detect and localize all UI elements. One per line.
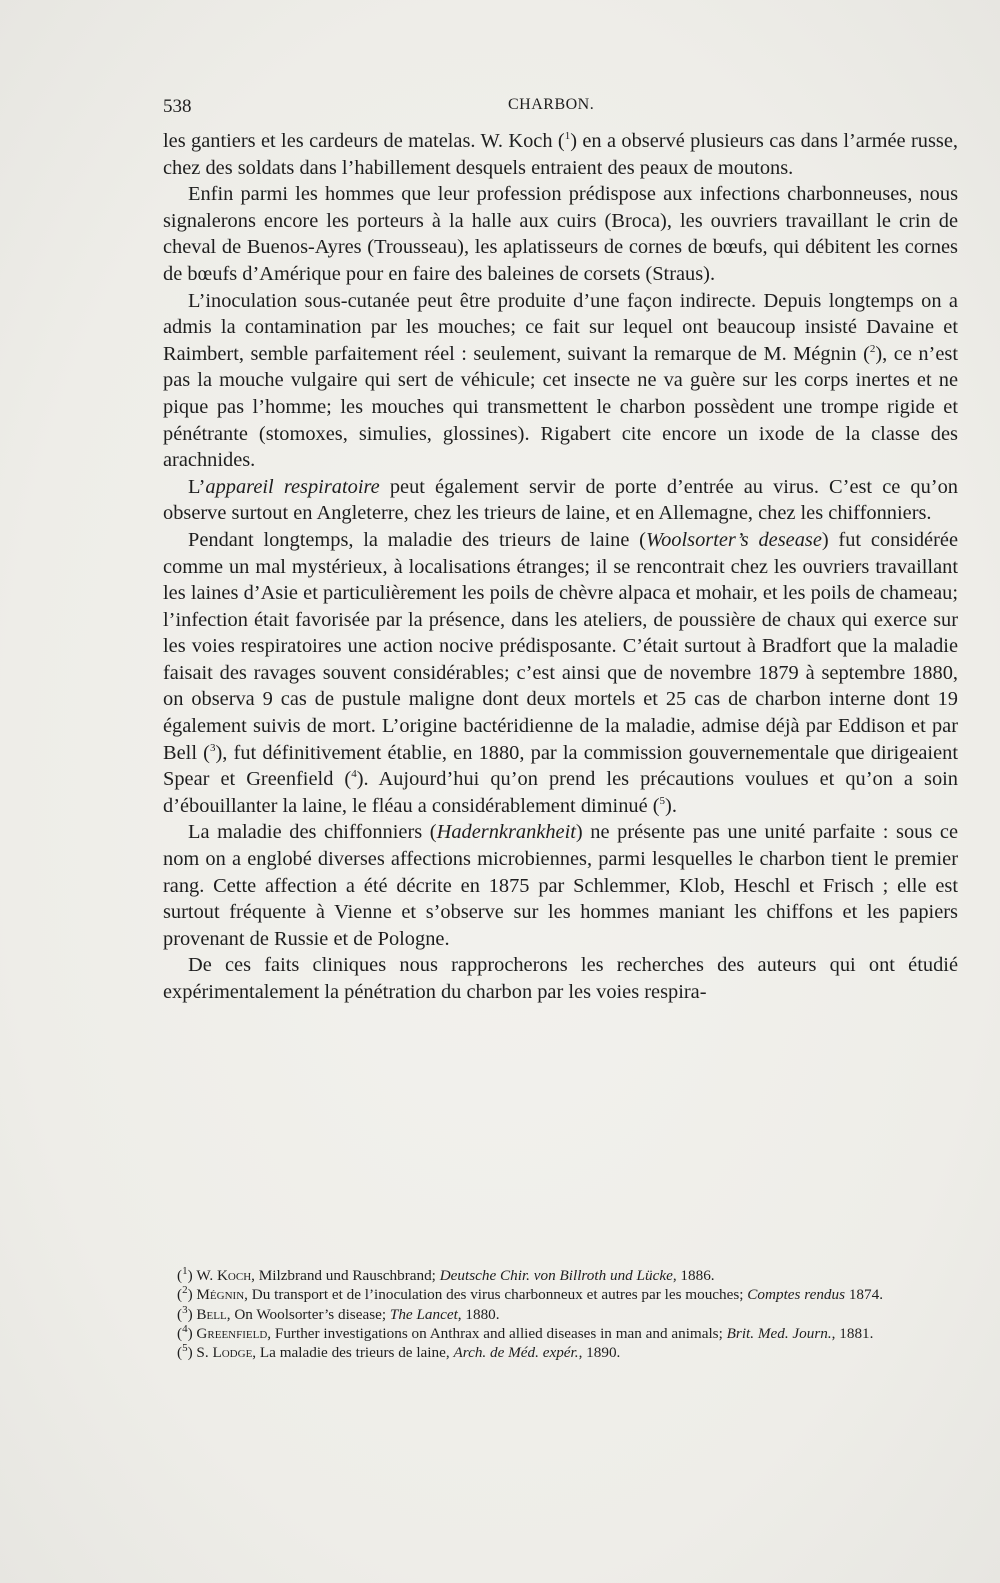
footnote-author: W. Koch	[196, 1267, 252, 1284]
paragraph-6: La maladie des chiffonniers (Hadernkrankheit) ne présente pas une unité parfaite : sous ce nom on a englobé diverses affections microbiennes, parmi lesquelles le charbon tient le premier rang. Cette affection a été décrite en 1875 par Schlemmer, Klob, Heschl et Frisch ; elle est surtout fréquente à Vienne et s’observe sur les hommes maniant les chiffons et les papiers provenant de Russie et de Pologne.	[163, 821, 958, 950]
paragraph-5: Pendant longtemps, la maladie des trieurs de laine (Woolsorter’s desease) fut considérée comme un mal mystérieux, à localisations étranges; il se rencontrait chez les ouvriers travaillant les laines d’Asie et particulièrement les poils de chèvre alpaca et mohair, et les poils de chameau; l’infection était favorisée par la présence, dans les ateliers, de poussière de chaux qui exerce sur les voies respiratoires une action nocive prédisposante. C’était surtout à Bradfort que la maladie faisait des ravages souvent considérables; c’est ainsi que de novembre 1879 à septembre 1880, on observa 9 cas de pustule maligne dont deux mortels et 25 cas de charbon interne dont 19 également suivis de mort. L’origine bactéridienne de la maladie, admise déjà par Eddison et par Bell ($^3$), fut définitivement établie, en 1880, par la commission gouvernementale que dirigeaient Spear et Greenfield ($^4$). Aujourd’hui qu’on prend les précautions voulues et qu’on a soin d’ébouillanter la laine, le fléau a considérablement diminué ($^5$).	[163, 528, 959, 817]
footnote-author: S. Lodge	[196, 1344, 253, 1362]
footnote-ref: 5	[659, 795, 666, 808]
footnote-5: ($^5$) S. Lodge, La maladie des trieurs de laine, Arch. de Méd. expér., 1890.	[177, 1342, 621, 1362]
emphasis: Hadernkrankheit	[436, 821, 576, 844]
footnote-3: ($^3$) Bell, On Woolsorter’s disease; The Lancet, 1880.	[177, 1303, 500, 1323]
paragraph-2: Enfin parmi les hommes que leur profession prédispose aux infections charbonneuses, nous signalerons encore les porteurs à la halle aux cuirs (Broca), les ouvriers travaillant le crin de cheval de Buenos-Ayres (Trousseau), les aplatisseurs de cornes de bœufs, qui débitent les cornes de bœufs d’Amérique pour en faire des baleines de corsets (Straus).	[163, 183, 958, 285]
page-header	[163, 96, 958, 124]
body-text	[163, 128, 958, 1006]
running-title: CHARBON.	[508, 96, 595, 113]
footnotes	[163, 1266, 958, 1362]
emphasis: appareil respiratoire	[205, 475, 380, 498]
page-number: 538	[163, 96, 192, 117]
footnote-author: Mégnin	[196, 1286, 245, 1304]
footnote-1: ($^1$) W. Koch, Milzbrand und Rauschbrand; Deutsche Chir. von Billroth und Lücke, 1886.	[177, 1264, 715, 1284]
paragraph-4: L’appareil respiratoire peut également servir de porte d’entrée au virus. C’est ce qu’on observe surtout en Angleterre, chez les trieurs de laine, et en Allemagne, chez les chiffonniers.	[163, 475, 958, 525]
footnote-4: ($^4$) Greenfield, Further investigations on Anthrax and allied diseases in man and animals; Brit. Med. Journ., 1881.	[177, 1322, 874, 1342]
footnote-ref: 4	[351, 768, 357, 781]
footnote-ref: 3	[209, 741, 216, 754]
footnote-author: Greenfield	[196, 1324, 268, 1342]
footnote-author: Bell	[196, 1305, 227, 1323]
footnote-ref: 2	[869, 342, 876, 355]
paragraph-7: De ces faits cliniques nous rapprocherons les recherches des auteurs qui ont étudié expérimentalement la pénétration du charbon par les voies respira-	[163, 954, 958, 1003]
paragraph-3: L’inoculation sous-cutanée peut être produite d’une façon indirecte. Depuis longtemps on a admis la contamination par les mouches; ce fait sur lequel ont beaucoup insisté Davaine et Raimbert, semble parfaitement réel : seulement, suivant la remarque de M. Mégnin ($^2$), ce n’est pas la mouche vulgaire qui sert de véhicule; cet insecte ne va guère sur les corps inertes et ne pique pas l’homme; les mouches qui transmettent le charbon possèdent une trompe rigide et pénétrante (stomoxes, simulies, glossines). Rigabert cite encore un ixode de la classe des arachnides.	[163, 289, 958, 472]
emphasis: Woolsorter’s desease	[645, 528, 822, 551]
footnote-2: ($^2$) Mégnin, Du transport et de l’inoculation des virus charbonneux et autres par les mouches; Comptes rendus 1874.	[177, 1284, 883, 1304]
footnote-ref: 1	[564, 130, 571, 143]
paragraph-1: les gantiers et les cardeurs de matelas. W. Koch ($^1$) en a observé plusieurs cas dans l’armée russe, chez des soldats dans l’habillement desquels entraient des peaux de moutons.	[163, 130, 958, 179]
